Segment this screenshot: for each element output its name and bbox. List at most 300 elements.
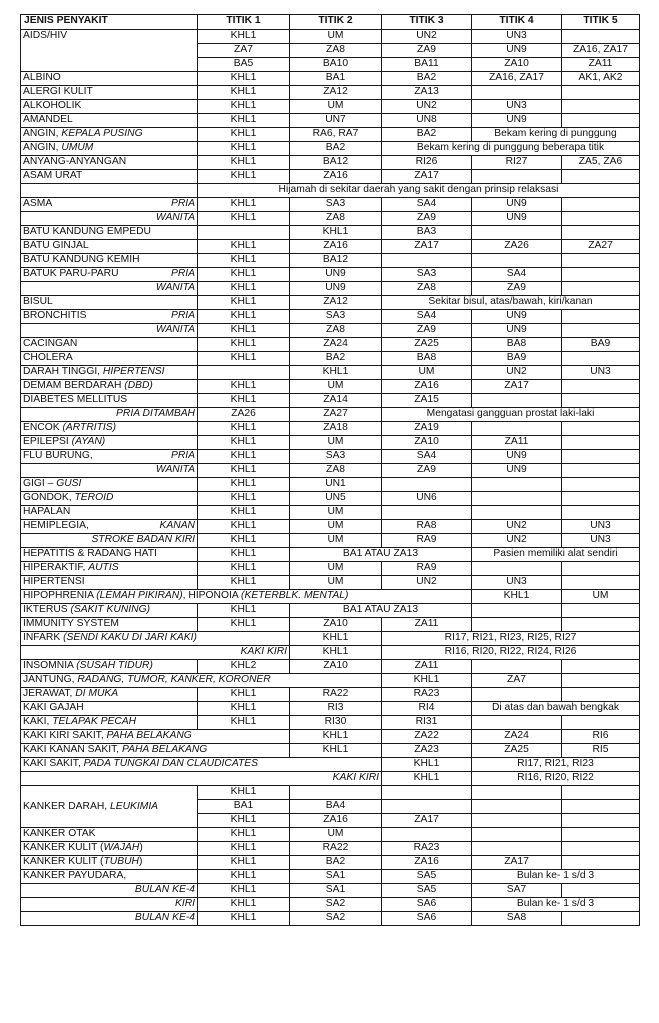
point-cell: BA2	[382, 72, 472, 86]
table-row	[21, 296, 640, 310]
point-cell: KHL1	[198, 478, 290, 492]
point-cell: RI3	[290, 702, 382, 716]
point-cell: KHL1	[290, 730, 382, 744]
point-cell: KHL1	[198, 324, 290, 338]
disease-cell: BATU GINJAL	[21, 240, 198, 254]
point-cell: RA23	[382, 842, 472, 856]
point-cell: RI6	[562, 730, 640, 744]
point-cell: ZA9	[382, 44, 472, 58]
disease-cell: BULAN KE-4	[21, 884, 198, 898]
point-cell	[472, 562, 562, 576]
disease-cell: KANKER OTAK	[21, 828, 198, 842]
note-cell: Bulan ke- 1 s/d 3	[472, 870, 640, 884]
point-cell: SA3	[290, 450, 382, 464]
point-cell: ZA17	[382, 814, 472, 828]
point-cell	[472, 814, 562, 828]
disease-cell: DARAH TINGGI, HIPERTENSI	[21, 366, 198, 380]
table-row	[21, 268, 640, 282]
point-cell: UN6	[382, 492, 472, 506]
note-cell: Sekitar bisul, atas/bawah, kiri/kanan	[382, 296, 640, 310]
point-cell	[472, 786, 562, 800]
point-cell: KHL1	[198, 422, 290, 436]
point-cell	[472, 618, 562, 632]
point-cell: ZA8	[290, 464, 382, 478]
point-cell: KHL1	[198, 688, 290, 702]
point-cell: RI27	[472, 156, 562, 170]
point-cell: KHL1	[198, 716, 290, 730]
table-row	[21, 478, 640, 492]
point-cell: BA2	[290, 856, 382, 870]
table-row	[21, 142, 640, 156]
table-row	[21, 646, 640, 660]
point-cell: KHL1	[198, 30, 290, 44]
note-cell: Bekam kering di punggung	[472, 128, 640, 142]
table-row	[21, 856, 640, 870]
point-cell: ZA8	[290, 212, 382, 226]
point-cell	[198, 226, 290, 240]
point-cell	[472, 170, 562, 184]
table-row	[21, 702, 640, 716]
point-cell: UM	[290, 562, 382, 576]
point-cell: KHL1	[198, 352, 290, 366]
point-cell	[562, 198, 640, 212]
table-row	[21, 30, 640, 44]
point-cell	[472, 492, 562, 506]
point-cell	[562, 688, 640, 702]
point-cell: KHL1	[198, 380, 290, 394]
table-row	[21, 786, 640, 800]
point-cell: UN9	[472, 198, 562, 212]
point-cell: UN1	[290, 478, 382, 492]
point-cell	[562, 324, 640, 338]
disease-cell: HEMIPLEGIA, KANAN	[21, 520, 198, 534]
column-header: TITIK 4	[472, 15, 562, 30]
point-cell	[472, 394, 562, 408]
point-cell: BA9	[472, 352, 562, 366]
note-cell: Bulan ke- 1 s/d 3	[472, 898, 640, 912]
table-row	[21, 632, 640, 646]
point-cell: ZA16	[290, 814, 382, 828]
point-cell: RI31	[382, 716, 472, 730]
point-cell	[562, 170, 640, 184]
table-row	[21, 884, 640, 898]
point-cell: ZA27	[290, 408, 382, 422]
table-row	[21, 338, 640, 352]
disease-cell: GONDOK, TEROID	[21, 492, 198, 506]
point-cell: UN9	[472, 450, 562, 464]
point-cell	[382, 786, 472, 800]
disease-cell: ANGIN, UMUM	[21, 142, 198, 156]
point-cell: ZA25	[472, 744, 562, 758]
point-cell: KHL1	[198, 436, 290, 450]
note-cell: BA1 ATAU ZA13	[290, 548, 472, 562]
table-row	[21, 128, 640, 142]
table-row	[21, 394, 640, 408]
point-cell: KHL1	[198, 898, 290, 912]
table-row	[21, 282, 640, 296]
disease-cell: KAKI KIRI	[21, 772, 382, 786]
disease-cell: HAPALAN	[21, 506, 198, 520]
note-cell: RI17, RI21, RI23, RI25, RI27	[382, 632, 640, 646]
point-cell: UN2	[382, 100, 472, 114]
point-cell: BA10	[290, 58, 382, 72]
point-cell: UM	[290, 828, 382, 842]
point-cell	[472, 254, 562, 268]
table-row	[21, 688, 640, 702]
disease-cell: BRONCHITIS PRIA	[21, 310, 198, 324]
point-cell: RA8	[382, 520, 472, 534]
point-cell	[562, 352, 640, 366]
point-cell: SA5	[382, 870, 472, 884]
point-cell: UN3	[472, 30, 562, 44]
table-row	[21, 716, 640, 730]
table-row	[21, 576, 640, 590]
disease-cell: IMMUNITY SYSTEM	[21, 618, 198, 632]
point-cell: ZA5, ZA6	[562, 156, 640, 170]
table-row	[21, 408, 640, 422]
point-cell: BA12	[290, 254, 382, 268]
point-cell: KHL2	[198, 660, 290, 674]
note-cell: Mengatasi gangguan prostat laki-laki	[382, 408, 640, 422]
point-cell	[472, 422, 562, 436]
point-cell	[562, 716, 640, 730]
disease-cell: STROKE BADAN KIRI	[21, 534, 198, 548]
point-cell: BA11	[382, 58, 472, 72]
disease-cell: INSOMNIA (SUSAH TIDUR)	[21, 660, 198, 674]
point-cell	[472, 478, 562, 492]
disease-cell: KAKI GAJAH	[21, 702, 198, 716]
table-row	[21, 520, 640, 534]
table-row	[21, 744, 640, 758]
point-cell: RA23	[382, 688, 472, 702]
point-cell: SA4	[382, 310, 472, 324]
point-cell	[472, 800, 562, 814]
table-row	[21, 254, 640, 268]
point-cell	[562, 212, 640, 226]
table-row	[21, 72, 640, 86]
note-cell: BA1 ATAU ZA13	[290, 604, 472, 618]
point-cell: KHL1	[198, 310, 290, 324]
point-cell: KHL1	[198, 86, 290, 100]
point-cell	[472, 828, 562, 842]
point-cell	[562, 380, 640, 394]
table-row	[21, 562, 640, 576]
point-cell: KHL1	[198, 828, 290, 842]
note-cell: Hijamah di sekitar daerah yang sakit dengan prinsip relaksasi	[198, 184, 640, 198]
disease-cell: HEPATITIS & RADANG HATI	[21, 548, 198, 562]
point-cell: AK1, AK2	[562, 72, 640, 86]
point-cell: UN9	[472, 44, 562, 58]
disease-cell: WANITA	[21, 324, 198, 338]
point-cell	[472, 842, 562, 856]
table-row	[21, 324, 640, 338]
point-cell: SA3	[290, 310, 382, 324]
table-row	[21, 212, 640, 226]
point-cell: BA12	[290, 156, 382, 170]
point-cell: ZA10	[290, 660, 382, 674]
note-cell: RI16, RI20, RI22	[472, 772, 640, 786]
table-row	[21, 548, 640, 562]
point-cell: KHL1	[198, 198, 290, 212]
point-cell: KHL1	[198, 212, 290, 226]
point-cell: SA1	[290, 884, 382, 898]
note-cell: Bekam kering di punggung beberapa titik	[382, 142, 640, 156]
table-row	[21, 114, 640, 128]
point-cell	[562, 226, 640, 240]
disease-cell: ASAM URAT	[21, 170, 198, 184]
disease-cell: INFARK (SENDI KAKU DI JARI KAKI)	[21, 632, 290, 646]
point-cell: BA1	[198, 800, 290, 814]
point-cell: ZA23	[382, 744, 472, 758]
point-cell: ZA24	[290, 338, 382, 352]
table-row	[21, 310, 640, 324]
point-cell: KHL1	[198, 492, 290, 506]
table-row	[21, 198, 640, 212]
point-cell: ZA12	[290, 86, 382, 100]
point-cell: ZA14	[290, 394, 382, 408]
disease-cell: KANKER DARAH, LEUKIMIA	[21, 786, 198, 828]
point-cell	[562, 436, 640, 450]
point-cell	[562, 800, 640, 814]
table-row	[21, 828, 640, 842]
point-cell: RI5	[562, 744, 640, 758]
point-cell: BA4	[290, 800, 382, 814]
point-cell: ZA16	[290, 240, 382, 254]
point-cell: ZA9	[472, 282, 562, 296]
point-cell: ZA15	[382, 394, 472, 408]
column-header: TITIK 1	[198, 15, 290, 30]
disease-cell: KAKI SAKIT, PADA TUNGKAI DAN CLAUDICATES	[21, 758, 382, 772]
table-row	[21, 184, 640, 198]
disease-cell: KAKI KIRI SAKIT, PAHA BELAKANG	[21, 730, 290, 744]
disease-cell: PRIA DITAMBAH	[21, 408, 198, 422]
disease-cell: CHOLERA	[21, 352, 198, 366]
point-cell: ZA17	[472, 856, 562, 870]
point-cell: SA3	[382, 268, 472, 282]
point-cell: SA4	[472, 268, 562, 282]
point-cell: UN5	[290, 492, 382, 506]
point-cell	[472, 716, 562, 730]
disease-cell: EPILEPSI (AYAN)	[21, 436, 198, 450]
table-row	[21, 156, 640, 170]
point-cell: BA8	[472, 338, 562, 352]
point-cell	[198, 366, 290, 380]
point-cell: BA2	[290, 142, 382, 156]
table-row	[21, 898, 640, 912]
point-cell	[562, 912, 640, 926]
table-row	[21, 450, 640, 464]
point-cell: ZA11	[382, 660, 472, 674]
point-cell: SA1	[290, 870, 382, 884]
point-cell: KHL1	[198, 72, 290, 86]
disease-cell: DEMAM BERDARAH (DBD)	[21, 380, 198, 394]
point-cell: KHL1	[198, 576, 290, 590]
disease-cell: BISUL	[21, 296, 198, 310]
point-cell: RA9	[382, 534, 472, 548]
point-cell: UM	[290, 576, 382, 590]
note-cell: Di atas dan bawah bengkak	[472, 702, 640, 716]
point-cell	[290, 786, 382, 800]
point-cell: UN9	[290, 282, 382, 296]
point-cell	[562, 114, 640, 128]
point-cell: SA4	[382, 198, 472, 212]
point-cell: UN2	[472, 366, 562, 380]
disease-cell: HIPERTENSI	[21, 576, 198, 590]
point-cell: KHL1	[382, 758, 472, 772]
point-cell: KHL1	[198, 282, 290, 296]
disease-cell: IKTERUS (SAKIT KUNING)	[21, 604, 198, 618]
point-cell	[562, 450, 640, 464]
acupoint-table	[20, 14, 640, 926]
point-cell: BA3	[382, 226, 472, 240]
point-cell: ZA25	[382, 338, 472, 352]
point-cell: BA1	[290, 72, 382, 86]
point-cell: UN3	[472, 576, 562, 590]
point-cell	[562, 506, 640, 520]
disease-cell: KAKI KANAN SAKIT, PAHA BELAKANG	[21, 744, 290, 758]
point-cell: UN3	[562, 520, 640, 534]
note-cell: RI17, RI21, RI23	[472, 758, 640, 772]
point-cell: UN9	[472, 324, 562, 338]
point-cell	[562, 618, 640, 632]
point-cell: KHL1	[198, 702, 290, 716]
disease-cell: BATU KANDUNG EMPEDU	[21, 226, 198, 240]
header-row	[21, 15, 640, 30]
point-cell	[562, 464, 640, 478]
point-cell: KHL1	[290, 646, 382, 660]
point-cell: BA8	[382, 352, 472, 366]
point-cell: ZA22	[382, 730, 472, 744]
point-cell: SA8	[472, 912, 562, 926]
point-cell: KHL1	[198, 100, 290, 114]
disease-cell: BATU KANDUNG KEMIH	[21, 254, 198, 268]
point-cell: KHL1	[382, 674, 472, 688]
point-cell: UN9	[290, 268, 382, 282]
point-cell	[562, 842, 640, 856]
point-cell: UN7	[290, 114, 382, 128]
point-cell: UN3	[562, 534, 640, 548]
table-row	[21, 618, 640, 632]
point-cell	[382, 800, 472, 814]
point-cell	[472, 660, 562, 674]
disease-cell: CACINGAN	[21, 338, 198, 352]
point-cell	[382, 254, 472, 268]
point-cell	[562, 394, 640, 408]
point-cell: ZA24	[472, 730, 562, 744]
point-cell: ZA17	[472, 380, 562, 394]
point-cell: RI30	[290, 716, 382, 730]
table-row	[21, 912, 640, 926]
point-cell: ZA10	[290, 618, 382, 632]
disease-cell: KANKER PAYUDARA,	[21, 870, 198, 884]
disease-cell: HIPERAKTIF, AUTIS	[21, 562, 198, 576]
point-cell	[562, 268, 640, 282]
point-cell: SA6	[382, 912, 472, 926]
disease-cell: JERAWAT, DI MUKA	[21, 688, 198, 702]
disease-cell: KIRI	[21, 898, 198, 912]
point-cell: RA22	[290, 842, 382, 856]
point-cell: KHL1	[198, 338, 290, 352]
point-cell: UN9	[472, 212, 562, 226]
point-cell: RA6, RA7	[290, 128, 382, 142]
point-cell: SA5	[382, 884, 472, 898]
column-header: JENIS PENYAKIT	[21, 15, 198, 30]
point-cell: ZA16	[382, 856, 472, 870]
table-row	[21, 590, 640, 604]
point-cell: KHL1	[198, 296, 290, 310]
table-row	[21, 758, 640, 772]
point-cell: BA2	[290, 352, 382, 366]
point-cell	[562, 660, 640, 674]
point-cell: KHL1	[198, 884, 290, 898]
disease-cell: ENCOK (ARTRITIS)	[21, 422, 198, 436]
point-cell: KHL1	[290, 744, 382, 758]
point-cell	[472, 506, 562, 520]
point-cell: KHL1	[198, 604, 290, 618]
disease-cell: WANITA	[21, 464, 198, 478]
point-cell: KHL1	[198, 394, 290, 408]
disease-cell: JANTUNG, RADANG, TUMOR, KANKER, KORONER	[21, 674, 382, 688]
point-cell	[472, 86, 562, 100]
table-row	[21, 100, 640, 114]
point-cell	[472, 604, 562, 618]
point-cell: UN2	[472, 520, 562, 534]
point-cell: KHL1	[290, 632, 382, 646]
point-cell	[562, 310, 640, 324]
table-row	[21, 674, 640, 688]
point-cell	[382, 506, 472, 520]
point-cell: ZA9	[382, 464, 472, 478]
table-row	[21, 380, 640, 394]
point-cell: KHL1	[198, 870, 290, 884]
point-cell: ZA8	[382, 282, 472, 296]
point-cell: ZA17	[382, 240, 472, 254]
table-row	[21, 534, 640, 548]
point-cell: BA2	[382, 128, 472, 142]
disease-cell	[21, 184, 198, 198]
point-cell: KHL1	[198, 534, 290, 548]
point-cell	[562, 562, 640, 576]
point-cell: SA2	[290, 898, 382, 912]
point-cell	[562, 576, 640, 590]
disease-cell: KAKI KIRI	[21, 646, 290, 660]
point-cell: KHL1	[198, 856, 290, 870]
point-cell: ZA8	[290, 44, 382, 58]
point-cell: KHL1	[290, 366, 382, 380]
point-cell: KHL1	[198, 464, 290, 478]
table-row	[21, 730, 640, 744]
point-cell: ZA10	[472, 58, 562, 72]
point-cell: KHL1	[198, 786, 290, 800]
point-cell: UN3	[562, 366, 640, 380]
point-cell	[562, 100, 640, 114]
point-cell: KHL1	[198, 912, 290, 926]
point-cell: ZA16, ZA17	[562, 44, 640, 58]
disease-cell: KAKI, TELAPAK PECAH	[21, 716, 198, 730]
point-cell: KHL1	[198, 520, 290, 534]
point-cell: UM	[290, 100, 382, 114]
point-cell	[472, 688, 562, 702]
point-cell: SA4	[382, 450, 472, 464]
point-cell: KHL1	[198, 240, 290, 254]
point-cell: SA6	[382, 898, 472, 912]
table-row	[21, 86, 640, 100]
point-cell	[562, 254, 640, 268]
point-cell: ZA11	[472, 436, 562, 450]
disease-cell: BULAN KE-4	[21, 912, 198, 926]
disease-cell: HIPOPHRENIA (LEMAH PIKIRAN), HIPONOIA (KETERBLK. MENTAL)	[21, 590, 472, 604]
disease-cell: AMANDEL	[21, 114, 198, 128]
